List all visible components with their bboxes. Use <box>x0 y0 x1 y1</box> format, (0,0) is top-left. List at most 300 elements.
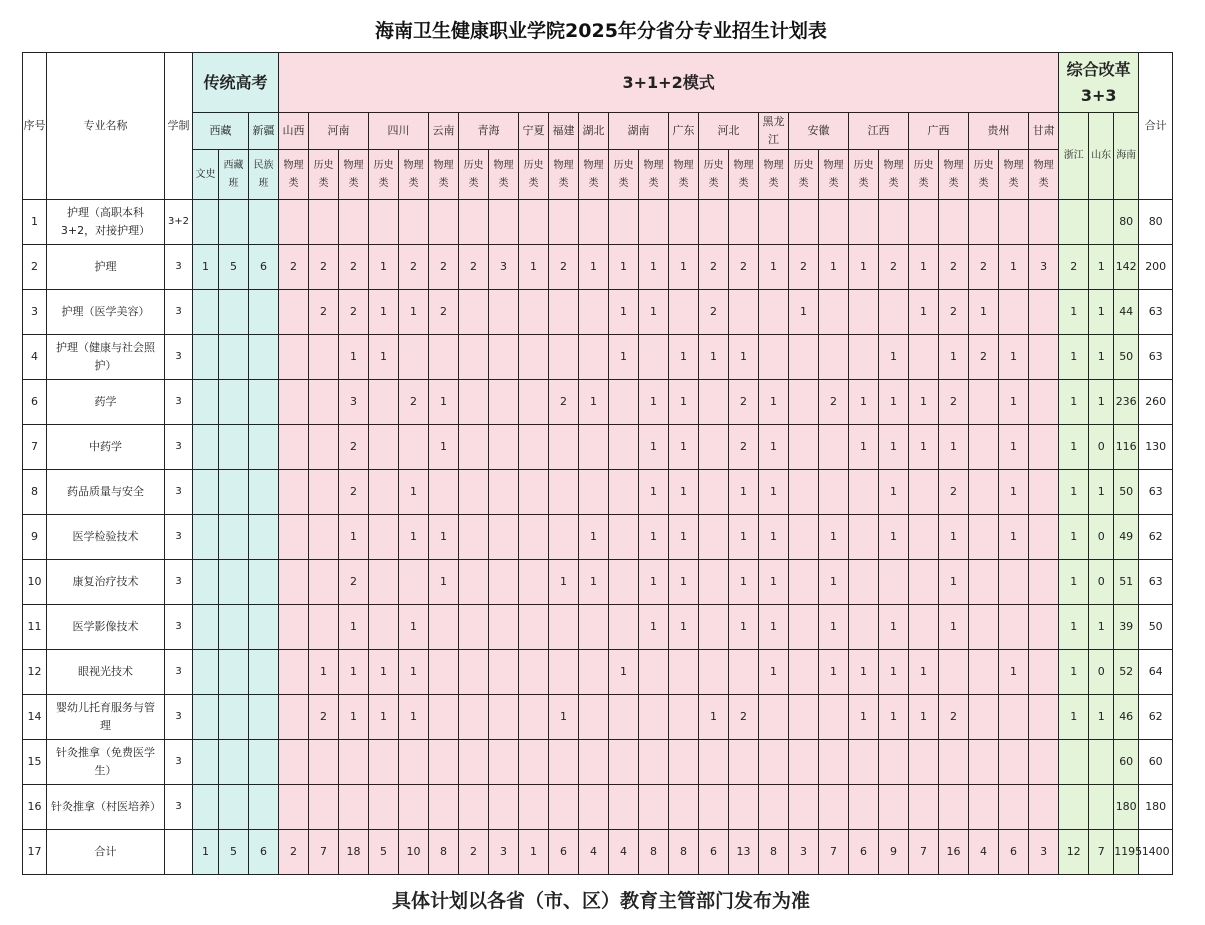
province-6: 青海 <box>459 113 519 150</box>
row-cell <box>399 740 429 785</box>
subcat-15: 物理类 <box>639 150 669 200</box>
row-cell <box>1029 290 1059 335</box>
province-11: 广东 <box>669 113 699 150</box>
row-cell <box>193 695 219 740</box>
row-major-name: 医学影像技术 <box>47 605 165 650</box>
row-cell: 1 <box>849 695 879 740</box>
subcat-13: 物理类 <box>579 150 609 200</box>
subcat-18: 物理类 <box>729 150 759 200</box>
row-cell: 1 <box>909 425 939 470</box>
row-cell <box>1089 740 1114 785</box>
row-cell <box>489 785 519 830</box>
row-cell <box>789 785 819 830</box>
row-cell <box>729 200 759 245</box>
row-cell <box>939 785 969 830</box>
row-cell: 2 <box>939 695 969 740</box>
row-cell <box>219 785 249 830</box>
row-cell <box>429 200 459 245</box>
row-cell: 1 <box>669 605 699 650</box>
row-cell <box>579 470 609 515</box>
row-cell <box>579 605 609 650</box>
row-cell <box>459 200 489 245</box>
row-cell <box>519 200 549 245</box>
row-cell: 1 <box>999 245 1029 290</box>
row-cell <box>699 650 729 695</box>
row-cell: 1 <box>1059 695 1089 740</box>
row-cell: 1 <box>369 335 399 380</box>
row-cell: 2 <box>339 425 369 470</box>
row-cell: 1 <box>639 470 669 515</box>
province-13: 黑龙江 <box>759 113 789 150</box>
row-major-name: 护理（健康与社会照护） <box>47 335 165 380</box>
row-major-name: 护理（高职本科3+2，对接护理） <box>47 200 165 245</box>
row-cell <box>219 425 249 470</box>
row-cell: 8 <box>759 830 789 875</box>
row-major-name: 合计 <box>47 830 165 875</box>
row-cell: 2 <box>279 830 309 875</box>
row-cell <box>999 785 1029 830</box>
row-cell <box>489 695 519 740</box>
row-years: 3 <box>165 245 193 290</box>
row-cell <box>729 650 759 695</box>
row-total: 200 <box>1139 245 1173 290</box>
row-cell <box>1029 470 1059 515</box>
row-cell: 5 <box>369 830 399 875</box>
row-cell <box>939 740 969 785</box>
row-cell: 1 <box>819 650 849 695</box>
row-cell: 8 <box>639 830 669 875</box>
row-cell <box>609 740 639 785</box>
row-cell: 2 <box>969 335 999 380</box>
row-cell: 1 <box>939 515 969 560</box>
province-4: 四川 <box>369 113 429 150</box>
row-cell: 1 <box>729 335 759 380</box>
row-cell <box>579 740 609 785</box>
footer-note: 具体计划以各省（市、区）教育主管部门发布为准 <box>391 890 810 912</box>
row-cell <box>639 695 669 740</box>
province-18: 甘肃 <box>1029 113 1059 150</box>
row-cell: 1 <box>789 290 819 335</box>
row-cell <box>579 290 609 335</box>
row-cell: 1 <box>999 470 1029 515</box>
row-cell: 1 <box>579 515 609 560</box>
row-cell: 1 <box>339 335 369 380</box>
row-cell: 1 <box>639 515 669 560</box>
province-5: 云南 <box>429 113 459 150</box>
row-cell <box>909 200 939 245</box>
row-cell <box>699 380 729 425</box>
row-cell <box>369 740 399 785</box>
row-cell <box>969 425 999 470</box>
row-cell: 1 <box>1059 380 1089 425</box>
row-major-name: 针灸推拿（村医培养） <box>47 785 165 830</box>
row-cell: 1 <box>729 560 759 605</box>
row-cell: 1 <box>309 650 339 695</box>
row-cell: 1 <box>549 560 579 605</box>
row-cell <box>219 605 249 650</box>
row-cell <box>549 335 579 380</box>
header-major: 专业名称 <box>47 53 165 200</box>
row-total: 50 <box>1139 605 1173 650</box>
header-traditional: 传统高考 <box>193 53 279 113</box>
row-cell: 1 <box>849 380 879 425</box>
row-cell <box>279 785 309 830</box>
subcat-16: 物理类 <box>669 150 699 200</box>
row-cell <box>849 605 879 650</box>
row-cell: 1 <box>399 650 429 695</box>
row-seq: 7 <box>23 425 47 470</box>
table-row <box>23 515 1205 560</box>
row-cell <box>819 290 849 335</box>
table-row <box>23 290 1205 335</box>
row-cell <box>249 200 279 245</box>
row-cell <box>579 335 609 380</box>
row-cell: 0 <box>1089 650 1114 695</box>
row-cell: 1 <box>999 380 1029 425</box>
row-cell <box>1059 200 1089 245</box>
row-cell: 5 <box>219 245 249 290</box>
row-cell: 1 <box>879 695 909 740</box>
row-cell <box>549 515 579 560</box>
subcat-4: 历史类 <box>309 150 339 200</box>
row-cell <box>879 560 909 605</box>
row-cell: 9 <box>879 830 909 875</box>
row-major-name: 中药学 <box>47 425 165 470</box>
row-cell: 1 <box>399 515 429 560</box>
row-cell <box>193 425 219 470</box>
row-cell <box>279 290 309 335</box>
row-cell <box>699 470 729 515</box>
row-cell <box>759 335 789 380</box>
row-cell: 1 <box>849 425 879 470</box>
row-cell <box>609 200 639 245</box>
row-cell: 2 <box>339 290 369 335</box>
row-cell <box>969 740 999 785</box>
subcat-6: 历史类 <box>369 150 399 200</box>
province-10: 湖南 <box>609 113 669 150</box>
row-total: 80 <box>1139 200 1173 245</box>
row-cell <box>279 605 309 650</box>
row-cell <box>489 470 519 515</box>
row-years: 3 <box>165 560 193 605</box>
row-cell: 116 <box>1114 425 1139 470</box>
row-cell <box>789 605 819 650</box>
row-cell: 1 <box>909 245 939 290</box>
row-total: 63 <box>1139 470 1173 515</box>
row-cell <box>609 785 639 830</box>
row-cell <box>459 695 489 740</box>
row-cell <box>1089 200 1114 245</box>
row-cell: 0 <box>1089 515 1114 560</box>
row-cell: 1 <box>369 290 399 335</box>
row-cell <box>789 425 819 470</box>
row-cell: 1 <box>879 605 909 650</box>
row-years: 3 <box>165 785 193 830</box>
row-cell <box>549 740 579 785</box>
row-seq: 6 <box>23 380 47 425</box>
row-cell: 2 <box>879 245 909 290</box>
row-cell <box>193 515 219 560</box>
row-cell: 51 <box>1114 560 1139 605</box>
row-cell: 1 <box>639 425 669 470</box>
row-cell <box>429 650 459 695</box>
row-cell <box>193 650 219 695</box>
subcat-27: 物理类 <box>999 150 1029 200</box>
row-cell <box>489 560 519 605</box>
row-years: 3 <box>165 695 193 740</box>
row-cell <box>669 290 699 335</box>
row-cell <box>699 785 729 830</box>
row-cell: 60 <box>1114 740 1139 785</box>
table-row <box>23 560 1205 605</box>
row-cell <box>369 785 399 830</box>
row-cell <box>1029 650 1059 695</box>
subcat-22: 历史类 <box>849 150 879 200</box>
row-cell: 1 <box>1089 380 1114 425</box>
row-cell: 1 <box>609 245 639 290</box>
province-16: 广西 <box>909 113 969 150</box>
table-row <box>23 785 1205 830</box>
row-cell: 7 <box>309 830 339 875</box>
row-cell <box>279 380 309 425</box>
row-cell <box>489 605 519 650</box>
row-cell: 2 <box>789 245 819 290</box>
row-cell: 1 <box>879 425 909 470</box>
row-cell <box>369 470 399 515</box>
row-cell: 1 <box>339 650 369 695</box>
row-cell <box>579 425 609 470</box>
row-cell: 1 <box>729 605 759 650</box>
row-cell <box>819 695 849 740</box>
row-cell <box>789 380 819 425</box>
row-cell <box>193 785 219 830</box>
header-years: 学制 <box>165 53 193 200</box>
row-cell <box>549 605 579 650</box>
row-cell <box>369 605 399 650</box>
row-cell: 1 <box>729 515 759 560</box>
row-cell: 2 <box>699 245 729 290</box>
row-cell <box>309 200 339 245</box>
row-years: 3 <box>165 335 193 380</box>
row-cell <box>489 200 519 245</box>
row-cell <box>489 740 519 785</box>
row-cell: 1 <box>399 695 429 740</box>
row-cell: 1 <box>193 245 219 290</box>
row-cell <box>279 470 309 515</box>
row-cell <box>369 515 399 560</box>
row-cell <box>729 740 759 785</box>
row-cell: 1 <box>909 290 939 335</box>
row-cell <box>669 785 699 830</box>
row-cell <box>193 290 219 335</box>
row-cell: 1 <box>699 695 729 740</box>
row-cell <box>909 560 939 605</box>
row-seq: 15 <box>23 740 47 785</box>
row-cell <box>489 650 519 695</box>
row-cell <box>789 695 819 740</box>
row-total: 260 <box>1139 380 1173 425</box>
row-cell: 2 <box>399 245 429 290</box>
header-total: 合计 <box>1139 53 1173 200</box>
row-cell: 1 <box>429 560 459 605</box>
row-cell: 1 <box>193 830 219 875</box>
table-row <box>23 380 1205 425</box>
row-cell <box>789 335 819 380</box>
row-cell <box>459 290 489 335</box>
row-cell <box>459 470 489 515</box>
row-cell <box>819 740 849 785</box>
row-cell <box>219 335 249 380</box>
row-cell: 1 <box>759 515 789 560</box>
row-cell <box>969 560 999 605</box>
row-cell <box>249 695 279 740</box>
province-9: 湖北 <box>579 113 609 150</box>
row-cell <box>669 200 699 245</box>
row-cell <box>969 470 999 515</box>
row-cell <box>519 515 549 560</box>
subcat-20: 历史类 <box>789 150 819 200</box>
row-cell <box>249 785 279 830</box>
row-cell <box>309 605 339 650</box>
row-cell <box>429 785 459 830</box>
row-cell: 1 <box>399 290 429 335</box>
row-cell <box>219 200 249 245</box>
row-cell <box>1029 605 1059 650</box>
row-total: 60 <box>1139 740 1173 785</box>
row-cell: 1 <box>639 560 669 605</box>
subcat-31: 海南 <box>1114 113 1139 200</box>
row-cell <box>339 200 369 245</box>
row-cell <box>309 335 339 380</box>
row-cell: 6 <box>549 830 579 875</box>
row-cell <box>1029 425 1059 470</box>
row-cell: 2 <box>339 560 369 605</box>
province-0: 西藏 <box>193 113 249 150</box>
row-cell: 1 <box>879 380 909 425</box>
row-cell: 1 <box>909 380 939 425</box>
row-seq: 8 <box>23 470 47 515</box>
row-major-name: 护理（医学美容） <box>47 290 165 335</box>
header-comprehensive: 综合改革3+3 <box>1059 53 1139 113</box>
row-cell <box>669 695 699 740</box>
row-cell: 2 <box>729 695 759 740</box>
row-cell: 1 <box>429 425 459 470</box>
row-cell <box>969 605 999 650</box>
table-row <box>23 830 1205 875</box>
row-cell <box>459 740 489 785</box>
row-cell: 1 <box>519 245 549 290</box>
row-cell <box>699 515 729 560</box>
row-cell <box>489 515 519 560</box>
row-cell: 1 <box>759 470 789 515</box>
row-total: 1400 <box>1139 830 1173 875</box>
row-cell <box>339 785 369 830</box>
row-cell <box>1029 335 1059 380</box>
row-cell <box>819 470 849 515</box>
row-cell <box>969 515 999 560</box>
row-cell <box>459 335 489 380</box>
row-cell: 5 <box>219 830 249 875</box>
row-cell: 1 <box>699 335 729 380</box>
row-cell <box>399 425 429 470</box>
row-cell: 1 <box>369 695 399 740</box>
row-total: 63 <box>1139 335 1173 380</box>
row-cell: 2 <box>549 380 579 425</box>
subcat-14: 历史类 <box>609 150 639 200</box>
row-cell <box>279 695 309 740</box>
row-seq: 9 <box>23 515 47 560</box>
row-cell: 1 <box>579 560 609 605</box>
row-cell: 1 <box>579 245 609 290</box>
row-cell <box>849 785 879 830</box>
province-14: 安徽 <box>789 113 849 150</box>
row-cell: 1 <box>999 335 1029 380</box>
row-cell: 1 <box>639 290 669 335</box>
row-cell <box>639 785 669 830</box>
row-cell: 1 <box>879 515 909 560</box>
row-cell <box>819 200 849 245</box>
row-cell <box>699 200 729 245</box>
row-cell: 3 <box>339 380 369 425</box>
row-cell <box>279 335 309 380</box>
row-cell <box>1029 560 1059 605</box>
row-cell: 1 <box>759 650 789 695</box>
row-cell <box>849 335 879 380</box>
row-cell <box>699 605 729 650</box>
row-cell <box>309 740 339 785</box>
row-cell <box>279 560 309 605</box>
row-seq: 12 <box>23 650 47 695</box>
table-row <box>23 740 1205 785</box>
row-cell <box>969 785 999 830</box>
row-cell <box>1059 740 1089 785</box>
row-cell: 1 <box>999 425 1029 470</box>
row-cell: 2 <box>819 380 849 425</box>
row-cell: 46 <box>1114 695 1139 740</box>
row-cell: 1 <box>819 560 849 605</box>
row-cell: 1 <box>819 245 849 290</box>
row-cell: 1 <box>849 650 879 695</box>
row-seq: 16 <box>23 785 47 830</box>
row-years: 3 <box>165 605 193 650</box>
row-cell: 0 <box>1089 425 1114 470</box>
row-cell <box>909 335 939 380</box>
row-cell <box>249 740 279 785</box>
row-major-name: 护理 <box>47 245 165 290</box>
row-cell: 1195 <box>1114 830 1139 875</box>
row-cell: 2 <box>969 245 999 290</box>
row-seq: 11 <box>23 605 47 650</box>
row-cell <box>879 200 909 245</box>
row-cell <box>699 560 729 605</box>
subcat-26: 历史类 <box>969 150 999 200</box>
row-cell <box>549 290 579 335</box>
row-cell <box>279 515 309 560</box>
row-cell: 1 <box>759 605 789 650</box>
row-cell: 2 <box>729 245 759 290</box>
row-cell <box>759 740 789 785</box>
row-cell: 1 <box>669 335 699 380</box>
row-cell: 1 <box>669 245 699 290</box>
row-cell <box>459 785 489 830</box>
row-cell <box>909 785 939 830</box>
row-cell <box>279 740 309 785</box>
row-cell <box>789 650 819 695</box>
subcat-23: 物理类 <box>879 150 909 200</box>
row-cell: 1 <box>999 515 1029 560</box>
row-cell <box>489 335 519 380</box>
row-cell <box>249 290 279 335</box>
